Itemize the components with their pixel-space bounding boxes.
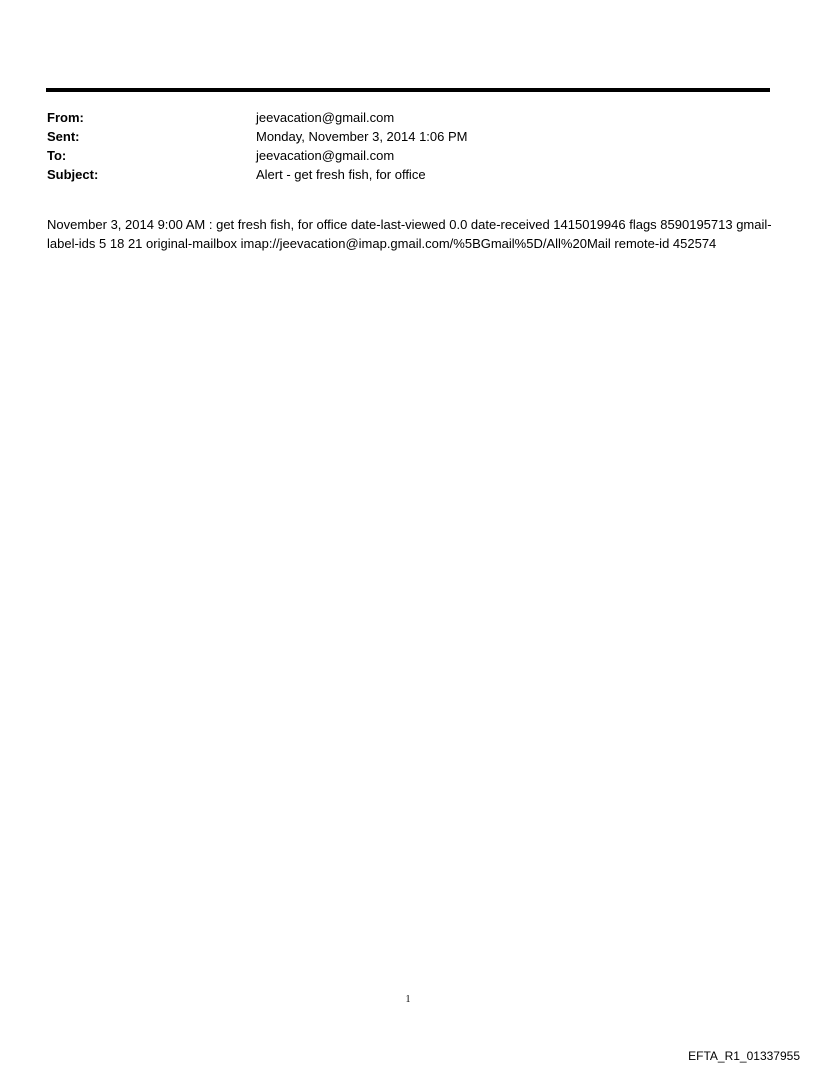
sent-value: Monday, November 3, 2014 1:06 PM: [256, 129, 468, 144]
header-row-from: [47, 108, 767, 127]
from-label: From:: [47, 110, 84, 125]
header-divider-rule: [46, 88, 770, 92]
subject-value: Alert - get fresh fish, for office: [256, 167, 426, 182]
to-value: jeevacation@gmail.com: [256, 148, 395, 163]
header-row-subject: [47, 165, 767, 184]
header-row-sent: [47, 127, 767, 146]
sent-label: Sent:: [47, 129, 80, 144]
subject-label: Subject:: [47, 167, 99, 182]
to-label: To:: [47, 148, 67, 163]
header-row-to: [47, 146, 767, 165]
email-header-block: [47, 108, 767, 184]
bates-number: EFTA_R1_01337955: [688, 1049, 800, 1063]
email-body: November 3, 2014 9:00 AM : get fresh fish, for office date-last-viewed 0.0 date-received 1415019946 flags 8590195713 gmail-label-ids 5 18 21 original-mailbox imap://jeevacation@imap.gmail.com/%5BGmail%5D/All%20Mail remote-id 452574: [47, 217, 772, 251]
from-value: jeevacation@gmail.com: [256, 110, 395, 125]
page-number: 1: [405, 994, 411, 1005]
